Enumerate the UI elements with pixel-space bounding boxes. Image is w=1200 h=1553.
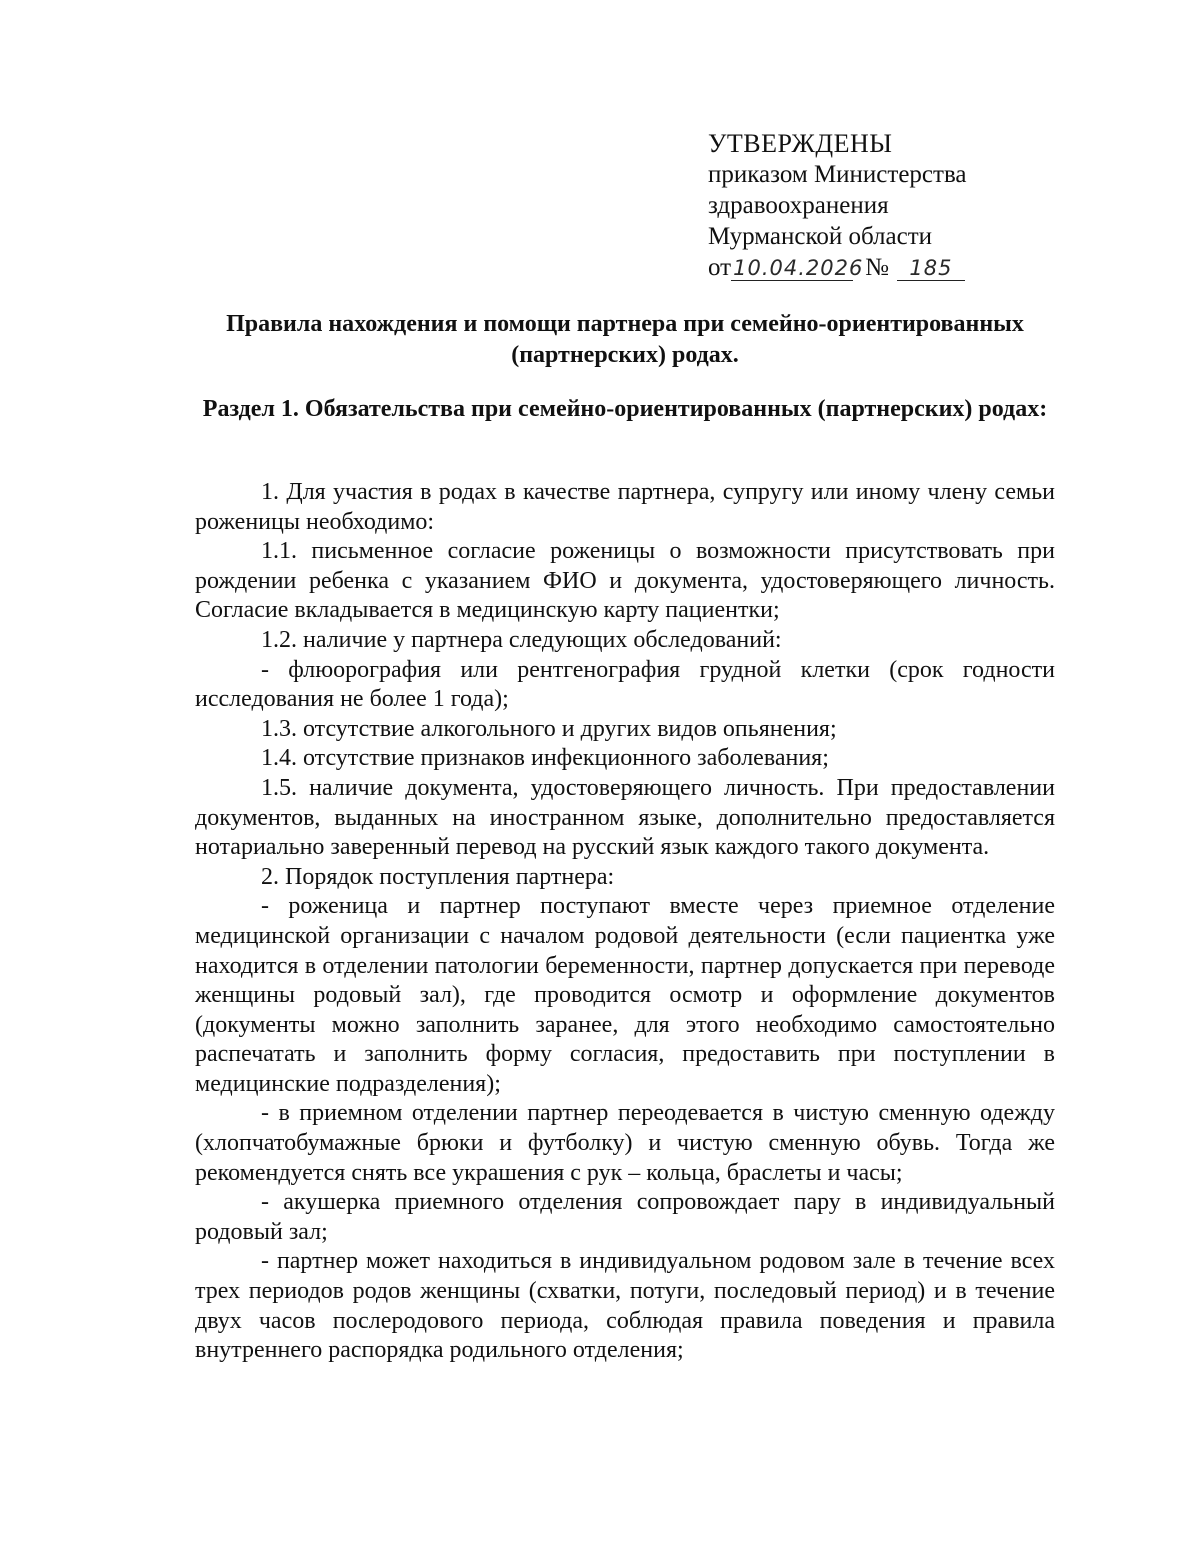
order-number-handwritten: 185: [897, 256, 965, 281]
number-label: №: [865, 254, 889, 281]
document-body: [195, 478, 1055, 1366]
approval-line-2: здравоохранения: [708, 192, 889, 219]
order-date-handwritten: 10.04.2026: [733, 256, 864, 280]
document-title: Правила нахождения и помощи партнера при семейно-ориентированных (партнерских) родах.: [226, 311, 1024, 368]
paragraph: - партнер может находиться в индивидуальном родовом зале в течение всех трех периодов родов женщины (схватки, потуги, последовый период) и в течение двух часов послеродового периода, соблюдая правила поведения и правила внутреннего распорядка родильного отделения;: [195, 1248, 1055, 1364]
paragraph: 1.2. наличие у партнера следующих обследований:: [261, 626, 782, 653]
paragraph: 1.3. отсутствие алкогольного и других видов опьянения;: [261, 715, 837, 742]
paragraph: 1. Для участия в родах в качестве партнера, супругу или иному члену семьи роженицы необходимо:: [195, 479, 1055, 535]
paragraph: 1.5. наличие документа, удостоверяющего личность. При предоставлении документов, выданных на иностранном языке, дополнительно предоставляется нотариально заверенный перевод на русский язык каждого такого документа.: [195, 774, 1055, 861]
paragraph: 2. Порядок поступления партнера:: [261, 863, 615, 890]
approval-heading: УТВЕРЖДЕНЫ: [708, 129, 893, 158]
order-date-row: [708, 252, 1068, 283]
paragraph: - флюорография или рентгенография грудной клетки (срок годности исследования не более 1 года);: [195, 656, 1055, 713]
paragraph: - в приемном отделении партнер переодевается в чистую сменную одежду (хлопчатобумажные брюки и футболку) и чистую сменную обувь. Тогда же рекомендуется снять все украшения с рук – кольца, браслеты и часы;: [195, 1100, 1055, 1186]
section-title: Раздел 1. Обязательства при семейно-ориентированных (партнерских) родах:: [202, 396, 1048, 422]
approval-line-1: приказом Министерства: [708, 161, 967, 188]
date-prefix: от: [708, 254, 732, 281]
paragraph: - акушерка приемного отделения сопровождает пару в индивидуальный родовый зал;: [195, 1189, 1055, 1245]
approval-stamp: [708, 128, 1068, 283]
paragraph: 1.4. отсутствие признаков инфекционного заболевания;: [261, 745, 829, 772]
paragraph: - роженица и партнер поступают вместе через приемное отделение медицинской организации с началом родовой деятельности (если пациентка уже находится в отделении патологии беременности, партнер допускается при переводе женщины родовый зал), где проводится осмотр и оформление документов (документы можно заполнить заранее, для этого необходимо самостоятельно распечатать и заполнить форму согласия, предоставить при поступлении в медицинские подразделения);: [195, 893, 1055, 1097]
approval-line-3: Мурманской области: [708, 223, 933, 250]
paragraph: 1.1. письменное согласие роженицы о возможности присутствовать при рождении ребенка с указанием ФИО и документа, удостоверяющего личность. Согласие вкладывается в медицинскую карту пациентки;: [195, 538, 1055, 624]
